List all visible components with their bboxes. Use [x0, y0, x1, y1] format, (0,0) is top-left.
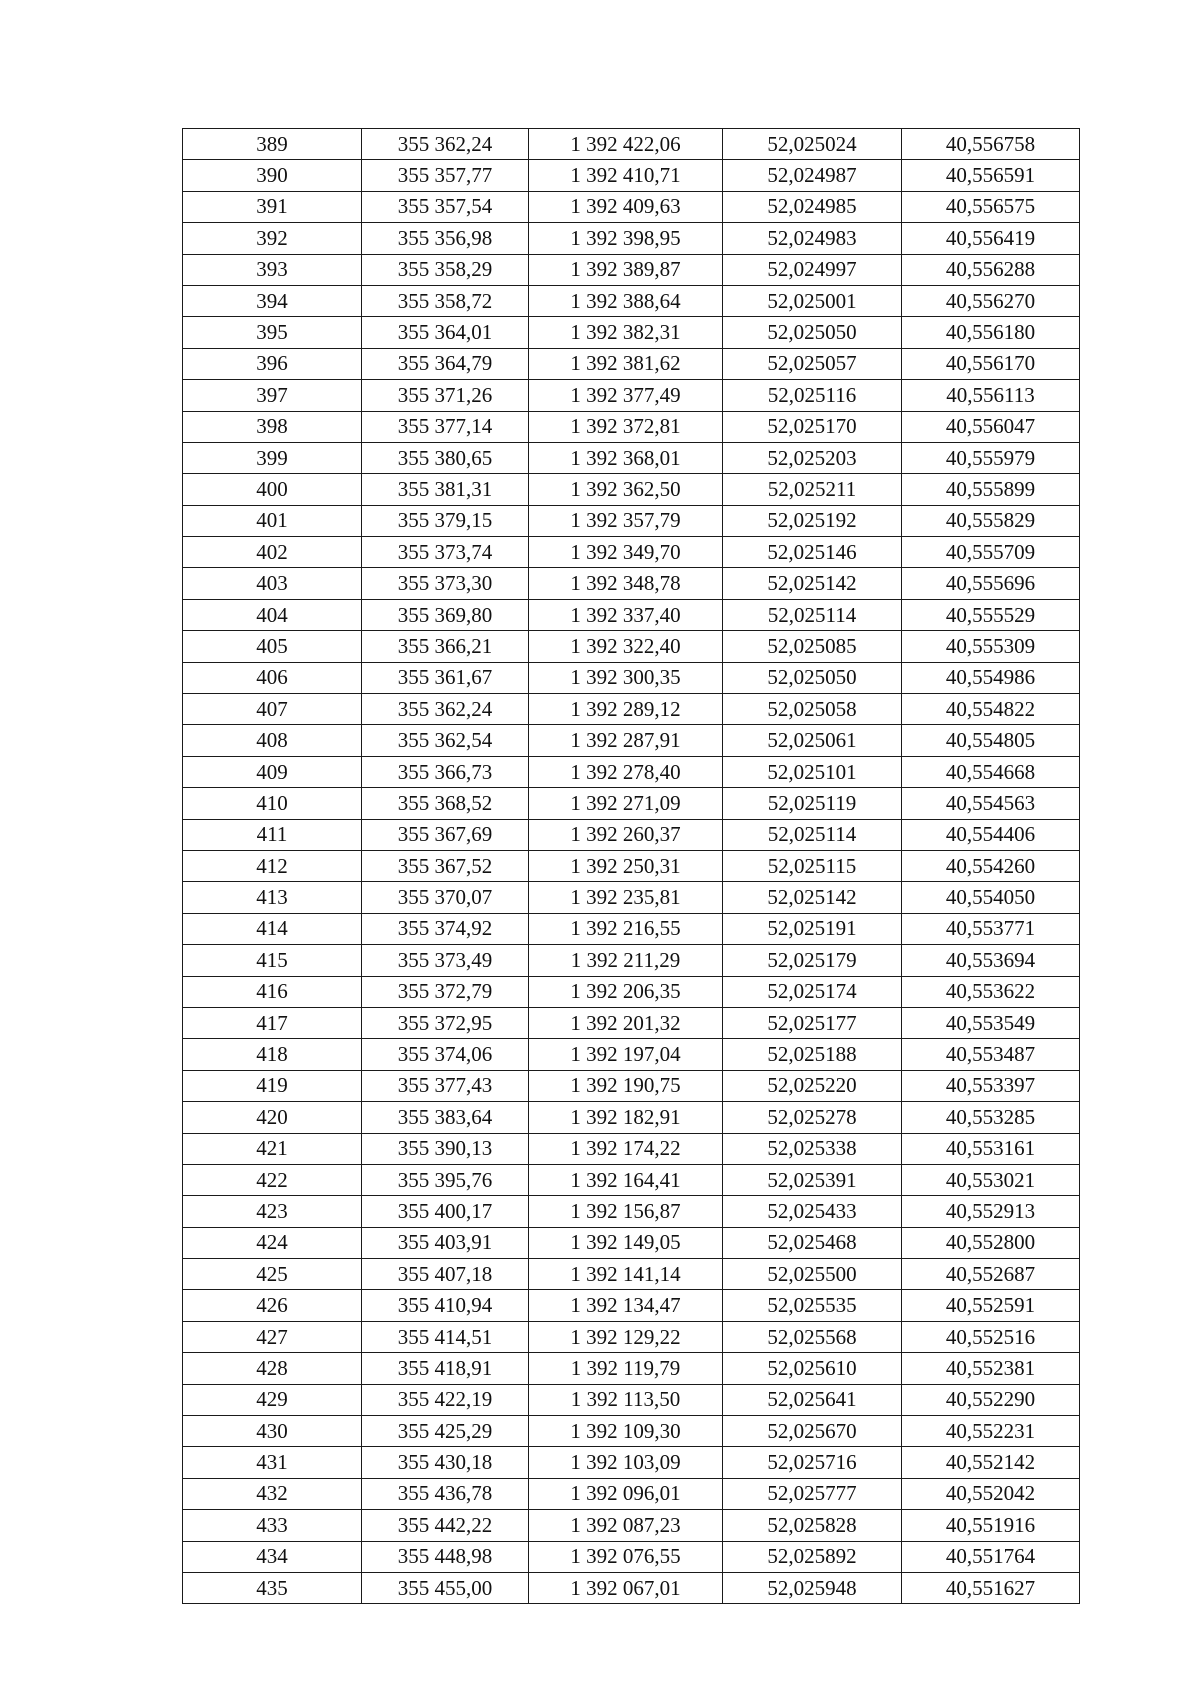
longitude-cell: 40,554822 — [902, 694, 1080, 725]
point-number-cell: 420 — [183, 1102, 362, 1133]
x-coordinate-cell: 355 430,18 — [362, 1447, 529, 1478]
x-coordinate-cell: 355 414,51 — [362, 1321, 529, 1352]
longitude-cell: 40,551764 — [902, 1541, 1080, 1572]
y-coordinate-cell: 1 392 337,40 — [529, 599, 723, 630]
y-coordinate-cell: 1 392 174,22 — [529, 1133, 723, 1164]
table-row — [183, 348, 1080, 379]
y-coordinate-cell: 1 392 357,79 — [529, 505, 723, 536]
coordinates-table-body — [183, 129, 1080, 1604]
y-coordinate-cell: 1 392 388,64 — [529, 285, 723, 316]
table-row — [183, 913, 1080, 944]
latitude-cell: 52,025142 — [723, 568, 902, 599]
y-coordinate-cell: 1 392 087,23 — [529, 1510, 723, 1541]
y-coordinate-cell: 1 392 206,35 — [529, 976, 723, 1007]
longitude-cell: 40,555529 — [902, 599, 1080, 630]
table-row — [183, 1353, 1080, 1384]
table-row — [183, 662, 1080, 693]
x-coordinate-cell: 355 357,54 — [362, 191, 529, 222]
longitude-cell: 40,554406 — [902, 819, 1080, 850]
x-coordinate-cell: 355 436,78 — [362, 1478, 529, 1509]
point-number-cell: 417 — [183, 1007, 362, 1038]
y-coordinate-cell: 1 392 119,79 — [529, 1353, 723, 1384]
table-row — [183, 1447, 1080, 1478]
x-coordinate-cell: 355 362,54 — [362, 725, 529, 756]
longitude-cell: 40,556419 — [902, 223, 1080, 254]
longitude-cell: 40,553397 — [902, 1070, 1080, 1101]
latitude-cell: 52,025500 — [723, 1259, 902, 1290]
latitude-cell: 52,025177 — [723, 1007, 902, 1038]
y-coordinate-cell: 1 392 156,87 — [529, 1196, 723, 1227]
y-coordinate-cell: 1 392 422,06 — [529, 129, 723, 160]
table-row — [183, 1321, 1080, 1352]
point-number-cell: 422 — [183, 1164, 362, 1195]
latitude-cell: 52,025391 — [723, 1164, 902, 1195]
latitude-cell: 52,025057 — [723, 348, 902, 379]
x-coordinate-cell: 355 377,43 — [362, 1070, 529, 1101]
latitude-cell: 52,025278 — [723, 1102, 902, 1133]
point-number-cell: 408 — [183, 725, 362, 756]
latitude-cell: 52,025174 — [723, 976, 902, 1007]
latitude-cell: 52,025211 — [723, 474, 902, 505]
point-number-cell: 394 — [183, 285, 362, 316]
latitude-cell: 52,025115 — [723, 850, 902, 881]
point-number-cell: 415 — [183, 945, 362, 976]
y-coordinate-cell: 1 392 368,01 — [529, 442, 723, 473]
x-coordinate-cell: 355 379,15 — [362, 505, 529, 536]
point-number-cell: 407 — [183, 694, 362, 725]
latitude-cell: 52,025777 — [723, 1478, 902, 1509]
latitude-cell: 52,025716 — [723, 1447, 902, 1478]
y-coordinate-cell: 1 392 141,14 — [529, 1259, 723, 1290]
x-coordinate-cell: 355 371,26 — [362, 380, 529, 411]
y-coordinate-cell: 1 392 250,31 — [529, 850, 723, 881]
point-number-cell: 423 — [183, 1196, 362, 1227]
point-number-cell: 396 — [183, 348, 362, 379]
latitude-cell: 52,025085 — [723, 631, 902, 662]
latitude-cell: 52,025220 — [723, 1070, 902, 1101]
longitude-cell: 40,552687 — [902, 1259, 1080, 1290]
x-coordinate-cell: 355 367,69 — [362, 819, 529, 850]
longitude-cell: 40,553549 — [902, 1007, 1080, 1038]
table-row — [183, 254, 1080, 285]
y-coordinate-cell: 1 392 377,49 — [529, 380, 723, 411]
table-row — [183, 1070, 1080, 1101]
longitude-cell: 40,553285 — [902, 1102, 1080, 1133]
x-coordinate-cell: 355 372,79 — [362, 976, 529, 1007]
y-coordinate-cell: 1 392 216,55 — [529, 913, 723, 944]
y-coordinate-cell: 1 392 348,78 — [529, 568, 723, 599]
y-coordinate-cell: 1 392 076,55 — [529, 1541, 723, 1572]
x-coordinate-cell: 355 407,18 — [362, 1259, 529, 1290]
latitude-cell: 52,025101 — [723, 756, 902, 787]
x-coordinate-cell: 355 362,24 — [362, 129, 529, 160]
y-coordinate-cell: 1 392 278,40 — [529, 756, 723, 787]
table-row — [183, 788, 1080, 819]
latitude-cell: 52,025024 — [723, 129, 902, 160]
longitude-cell: 40,555309 — [902, 631, 1080, 662]
longitude-cell: 40,552381 — [902, 1353, 1080, 1384]
table-row — [183, 380, 1080, 411]
latitude-cell: 52,025948 — [723, 1572, 902, 1603]
longitude-cell: 40,553622 — [902, 976, 1080, 1007]
table-row — [183, 317, 1080, 348]
longitude-cell: 40,552042 — [902, 1478, 1080, 1509]
x-coordinate-cell: 355 370,07 — [362, 882, 529, 913]
point-number-cell: 401 — [183, 505, 362, 536]
table-row — [183, 1259, 1080, 1290]
longitude-cell: 40,555696 — [902, 568, 1080, 599]
latitude-cell: 52,025050 — [723, 662, 902, 693]
table-row — [183, 191, 1080, 222]
x-coordinate-cell: 355 383,64 — [362, 1102, 529, 1133]
x-coordinate-cell: 355 364,79 — [362, 348, 529, 379]
longitude-cell: 40,551916 — [902, 1510, 1080, 1541]
table-row — [183, 160, 1080, 191]
point-number-cell: 433 — [183, 1510, 362, 1541]
latitude-cell: 52,025061 — [723, 725, 902, 756]
latitude-cell: 52,025119 — [723, 788, 902, 819]
latitude-cell: 52,025001 — [723, 285, 902, 316]
y-coordinate-cell: 1 392 182,91 — [529, 1102, 723, 1133]
table-row — [183, 1133, 1080, 1164]
x-coordinate-cell: 355 373,74 — [362, 537, 529, 568]
y-coordinate-cell: 1 392 382,31 — [529, 317, 723, 348]
point-number-cell: 426 — [183, 1290, 362, 1321]
y-coordinate-cell: 1 392 149,05 — [529, 1227, 723, 1258]
point-number-cell: 413 — [183, 882, 362, 913]
table-row — [183, 474, 1080, 505]
x-coordinate-cell: 355 367,52 — [362, 850, 529, 881]
point-number-cell: 427 — [183, 1321, 362, 1352]
point-number-cell: 412 — [183, 850, 362, 881]
longitude-cell: 40,552142 — [902, 1447, 1080, 1478]
y-coordinate-cell: 1 392 096,01 — [529, 1478, 723, 1509]
x-coordinate-cell: 355 362,24 — [362, 694, 529, 725]
longitude-cell: 40,556575 — [902, 191, 1080, 222]
table-row — [183, 850, 1080, 881]
y-coordinate-cell: 1 392 362,50 — [529, 474, 723, 505]
point-number-cell: 406 — [183, 662, 362, 693]
longitude-cell: 40,551627 — [902, 1572, 1080, 1603]
latitude-cell: 52,024985 — [723, 191, 902, 222]
x-coordinate-cell: 355 418,91 — [362, 1353, 529, 1384]
table-row — [183, 1227, 1080, 1258]
x-coordinate-cell: 355 380,65 — [362, 442, 529, 473]
point-number-cell: 411 — [183, 819, 362, 850]
point-number-cell: 416 — [183, 976, 362, 1007]
x-coordinate-cell: 355 374,06 — [362, 1039, 529, 1070]
y-coordinate-cell: 1 392 103,09 — [529, 1447, 723, 1478]
x-coordinate-cell: 355 364,01 — [362, 317, 529, 348]
table-row — [183, 223, 1080, 254]
x-coordinate-cell: 355 381,31 — [362, 474, 529, 505]
point-number-cell: 403 — [183, 568, 362, 599]
x-coordinate-cell: 355 366,21 — [362, 631, 529, 662]
y-coordinate-cell: 1 392 235,81 — [529, 882, 723, 913]
longitude-cell: 40,553694 — [902, 945, 1080, 976]
longitude-cell: 40,554668 — [902, 756, 1080, 787]
point-number-cell: 429 — [183, 1384, 362, 1415]
latitude-cell: 52,025892 — [723, 1541, 902, 1572]
longitude-cell: 40,555899 — [902, 474, 1080, 505]
longitude-cell: 40,556047 — [902, 411, 1080, 442]
x-coordinate-cell: 355 442,22 — [362, 1510, 529, 1541]
y-coordinate-cell: 1 392 372,81 — [529, 411, 723, 442]
point-number-cell: 432 — [183, 1478, 362, 1509]
longitude-cell: 40,553161 — [902, 1133, 1080, 1164]
point-number-cell: 395 — [183, 317, 362, 348]
longitude-cell: 40,552231 — [902, 1416, 1080, 1447]
y-coordinate-cell: 1 392 398,95 — [529, 223, 723, 254]
table-row — [183, 1039, 1080, 1070]
x-coordinate-cell: 355 377,14 — [362, 411, 529, 442]
x-coordinate-cell: 355 374,92 — [362, 913, 529, 944]
table-row — [183, 1510, 1080, 1541]
point-number-cell: 419 — [183, 1070, 362, 1101]
x-coordinate-cell: 355 357,77 — [362, 160, 529, 191]
y-coordinate-cell: 1 392 389,87 — [529, 254, 723, 285]
table-row — [183, 1290, 1080, 1321]
point-number-cell: 400 — [183, 474, 362, 505]
point-number-cell: 405 — [183, 631, 362, 662]
x-coordinate-cell: 355 372,95 — [362, 1007, 529, 1038]
x-coordinate-cell: 355 358,29 — [362, 254, 529, 285]
y-coordinate-cell: 1 392 322,40 — [529, 631, 723, 662]
y-coordinate-cell: 1 392 197,04 — [529, 1039, 723, 1070]
point-number-cell: 431 — [183, 1447, 362, 1478]
longitude-cell: 40,553771 — [902, 913, 1080, 944]
latitude-cell: 52,025338 — [723, 1133, 902, 1164]
latitude-cell: 52,025568 — [723, 1321, 902, 1352]
table-row — [183, 1478, 1080, 1509]
x-coordinate-cell: 355 410,94 — [362, 1290, 529, 1321]
x-coordinate-cell: 355 361,67 — [362, 662, 529, 693]
table-row — [183, 1572, 1080, 1603]
point-number-cell: 391 — [183, 191, 362, 222]
point-number-cell: 425 — [183, 1259, 362, 1290]
latitude-cell: 52,025535 — [723, 1290, 902, 1321]
longitude-cell: 40,556288 — [902, 254, 1080, 285]
latitude-cell: 52,025203 — [723, 442, 902, 473]
longitude-cell: 40,553487 — [902, 1039, 1080, 1070]
longitude-cell: 40,556180 — [902, 317, 1080, 348]
latitude-cell: 52,025433 — [723, 1196, 902, 1227]
y-coordinate-cell: 1 392 409,63 — [529, 191, 723, 222]
point-number-cell: 434 — [183, 1541, 362, 1572]
table-row — [183, 1196, 1080, 1227]
latitude-cell: 52,025114 — [723, 599, 902, 630]
y-coordinate-cell: 1 392 201,32 — [529, 1007, 723, 1038]
latitude-cell: 52,025058 — [723, 694, 902, 725]
longitude-cell: 40,556170 — [902, 348, 1080, 379]
table-row — [183, 505, 1080, 536]
x-coordinate-cell: 355 358,72 — [362, 285, 529, 316]
latitude-cell: 52,025828 — [723, 1510, 902, 1541]
y-coordinate-cell: 1 392 129,22 — [529, 1321, 723, 1352]
x-coordinate-cell: 355 448,98 — [362, 1541, 529, 1572]
latitude-cell: 52,025146 — [723, 537, 902, 568]
longitude-cell: 40,552800 — [902, 1227, 1080, 1258]
latitude-cell: 52,025116 — [723, 380, 902, 411]
latitude-cell: 52,024997 — [723, 254, 902, 285]
point-number-cell: 389 — [183, 129, 362, 160]
latitude-cell: 52,025468 — [723, 1227, 902, 1258]
x-coordinate-cell: 355 395,76 — [362, 1164, 529, 1195]
point-number-cell: 402 — [183, 537, 362, 568]
point-number-cell: 409 — [183, 756, 362, 787]
longitude-cell: 40,552290 — [902, 1384, 1080, 1415]
y-coordinate-cell: 1 392 164,41 — [529, 1164, 723, 1195]
x-coordinate-cell: 355 373,30 — [362, 568, 529, 599]
table-row — [183, 945, 1080, 976]
y-coordinate-cell: 1 392 067,01 — [529, 1572, 723, 1603]
y-coordinate-cell: 1 392 190,75 — [529, 1070, 723, 1101]
latitude-cell: 52,024987 — [723, 160, 902, 191]
point-number-cell: 390 — [183, 160, 362, 191]
table-row — [183, 1164, 1080, 1195]
x-coordinate-cell: 355 369,80 — [362, 599, 529, 630]
point-number-cell: 428 — [183, 1353, 362, 1384]
point-number-cell: 421 — [183, 1133, 362, 1164]
point-number-cell: 404 — [183, 599, 362, 630]
table-row — [183, 756, 1080, 787]
y-coordinate-cell: 1 392 410,71 — [529, 160, 723, 191]
y-coordinate-cell: 1 392 287,91 — [529, 725, 723, 756]
x-coordinate-cell: 355 366,73 — [362, 756, 529, 787]
table-row — [183, 442, 1080, 473]
table-row — [183, 1541, 1080, 1572]
table-row — [183, 1416, 1080, 1447]
table-row — [183, 694, 1080, 725]
longitude-cell: 40,553021 — [902, 1164, 1080, 1195]
longitude-cell: 40,556113 — [902, 380, 1080, 411]
table-row — [183, 1384, 1080, 1415]
table-row — [183, 725, 1080, 756]
table-row — [183, 599, 1080, 630]
longitude-cell: 40,556758 — [902, 129, 1080, 160]
table-row — [183, 411, 1080, 442]
latitude-cell: 52,025179 — [723, 945, 902, 976]
latitude-cell: 52,025170 — [723, 411, 902, 442]
longitude-cell: 40,556591 — [902, 160, 1080, 191]
latitude-cell: 52,025191 — [723, 913, 902, 944]
table-row — [183, 882, 1080, 913]
x-coordinate-cell: 355 455,00 — [362, 1572, 529, 1603]
point-number-cell: 399 — [183, 442, 362, 473]
x-coordinate-cell: 355 368,52 — [362, 788, 529, 819]
table-row — [183, 1007, 1080, 1038]
longitude-cell: 40,554805 — [902, 725, 1080, 756]
table-row — [183, 568, 1080, 599]
x-coordinate-cell: 355 403,91 — [362, 1227, 529, 1258]
latitude-cell: 52,025610 — [723, 1353, 902, 1384]
latitude-cell: 52,025142 — [723, 882, 902, 913]
latitude-cell: 52,025114 — [723, 819, 902, 850]
table-row — [183, 285, 1080, 316]
y-coordinate-cell: 1 392 260,37 — [529, 819, 723, 850]
x-coordinate-cell: 355 390,13 — [362, 1133, 529, 1164]
y-coordinate-cell: 1 392 211,29 — [529, 945, 723, 976]
point-number-cell: 424 — [183, 1227, 362, 1258]
y-coordinate-cell: 1 392 134,47 — [529, 1290, 723, 1321]
longitude-cell: 40,552516 — [902, 1321, 1080, 1352]
latitude-cell: 52,025188 — [723, 1039, 902, 1070]
x-coordinate-cell: 355 373,49 — [362, 945, 529, 976]
x-coordinate-cell: 355 425,29 — [362, 1416, 529, 1447]
longitude-cell: 40,552913 — [902, 1196, 1080, 1227]
latitude-cell: 52,025670 — [723, 1416, 902, 1447]
table-row — [183, 631, 1080, 662]
table-row — [183, 1102, 1080, 1133]
latitude-cell: 52,025641 — [723, 1384, 902, 1415]
table-row — [183, 819, 1080, 850]
table-row — [183, 976, 1080, 1007]
table-row — [183, 129, 1080, 160]
point-number-cell: 397 — [183, 380, 362, 411]
point-number-cell: 414 — [183, 913, 362, 944]
point-number-cell: 393 — [183, 254, 362, 285]
point-number-cell: 392 — [183, 223, 362, 254]
table-row — [183, 537, 1080, 568]
latitude-cell: 52,025192 — [723, 505, 902, 536]
longitude-cell: 40,554260 — [902, 850, 1080, 881]
longitude-cell: 40,552591 — [902, 1290, 1080, 1321]
point-number-cell: 430 — [183, 1416, 362, 1447]
y-coordinate-cell: 1 392 289,12 — [529, 694, 723, 725]
longitude-cell: 40,555979 — [902, 442, 1080, 473]
longitude-cell: 40,554050 — [902, 882, 1080, 913]
longitude-cell: 40,555829 — [902, 505, 1080, 536]
point-number-cell: 410 — [183, 788, 362, 819]
latitude-cell: 52,025050 — [723, 317, 902, 348]
x-coordinate-cell: 355 356,98 — [362, 223, 529, 254]
y-coordinate-cell: 1 392 271,09 — [529, 788, 723, 819]
point-number-cell: 418 — [183, 1039, 362, 1070]
y-coordinate-cell: 1 392 349,70 — [529, 537, 723, 568]
y-coordinate-cell: 1 392 381,62 — [529, 348, 723, 379]
x-coordinate-cell: 355 422,19 — [362, 1384, 529, 1415]
latitude-cell: 52,024983 — [723, 223, 902, 254]
y-coordinate-cell: 1 392 113,50 — [529, 1384, 723, 1415]
longitude-cell: 40,554986 — [902, 662, 1080, 693]
x-coordinate-cell: 355 400,17 — [362, 1196, 529, 1227]
longitude-cell: 40,555709 — [902, 537, 1080, 568]
longitude-cell: 40,556270 — [902, 285, 1080, 316]
y-coordinate-cell: 1 392 109,30 — [529, 1416, 723, 1447]
y-coordinate-cell: 1 392 300,35 — [529, 662, 723, 693]
point-number-cell: 435 — [183, 1572, 362, 1603]
point-number-cell: 398 — [183, 411, 362, 442]
coordinates-table — [182, 128, 1080, 1604]
longitude-cell: 40,554563 — [902, 788, 1080, 819]
